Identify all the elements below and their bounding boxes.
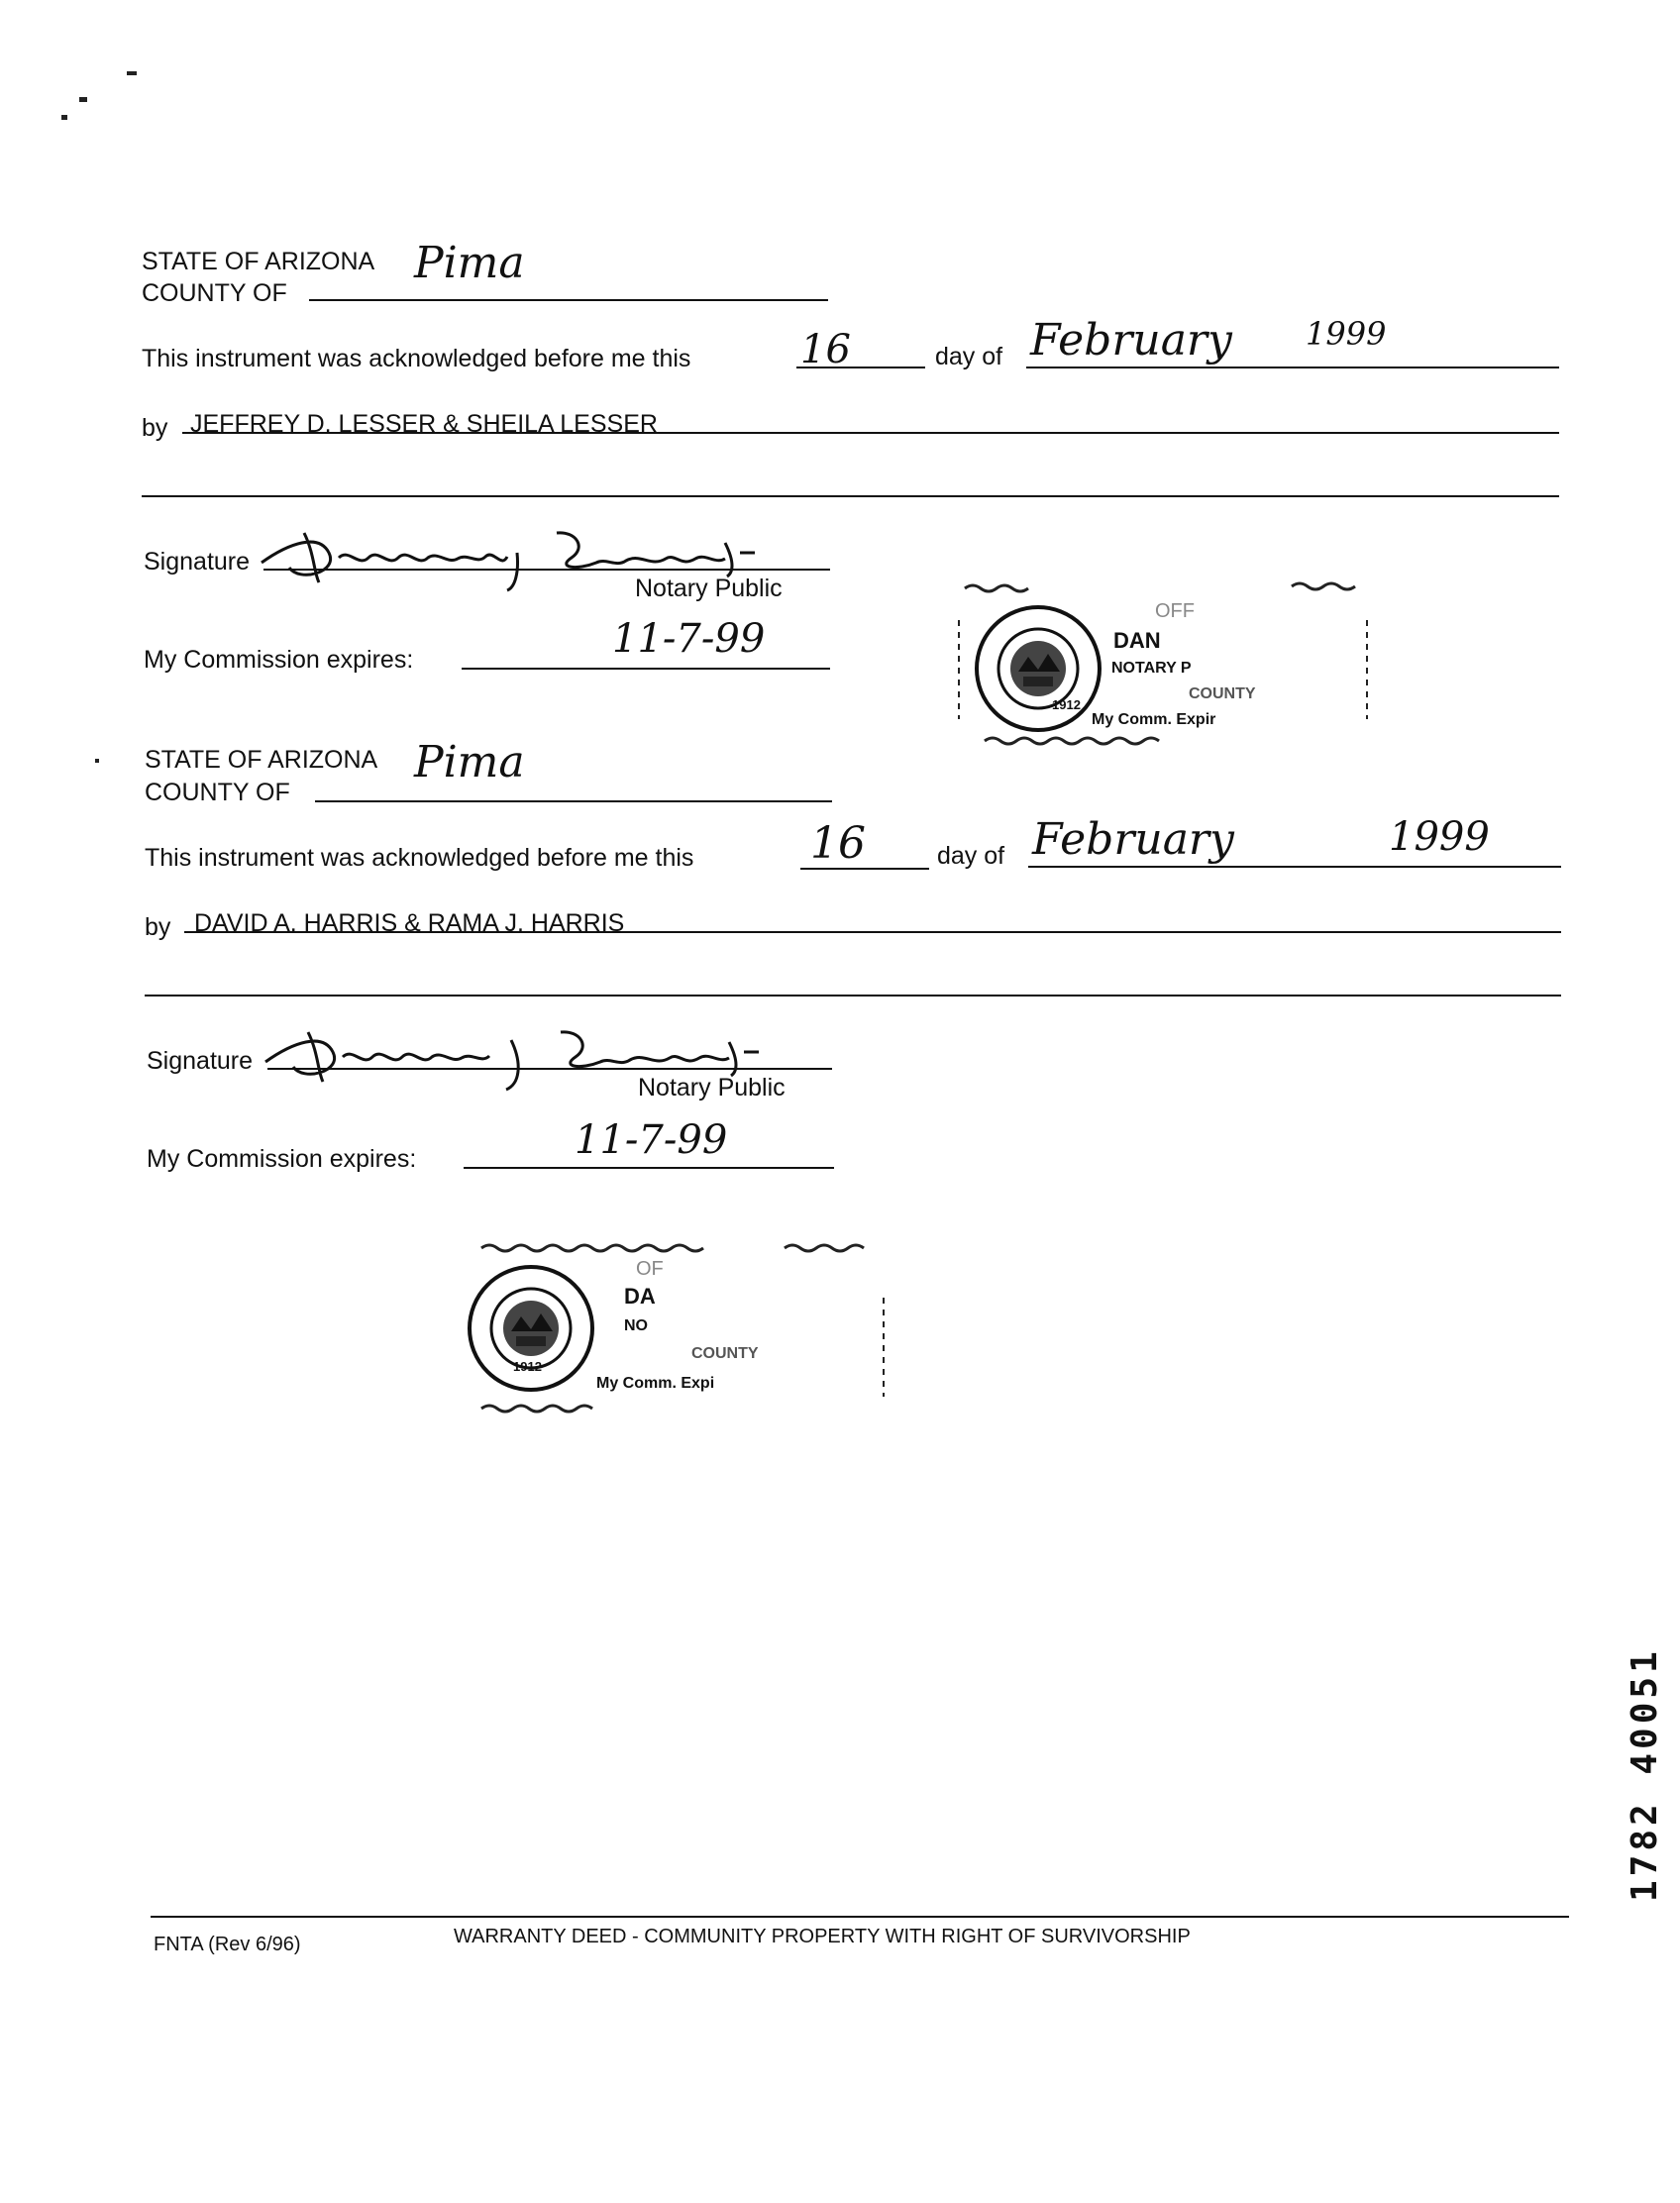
commission-underline — [464, 1167, 834, 1169]
month-handwritten: February — [1030, 315, 1232, 366]
day-handwritten: 16 — [800, 327, 851, 372]
stamp-line-3: NOTARY P — [1111, 660, 1192, 677]
by-underline — [182, 432, 1559, 434]
year-handwritten: 1999 — [1306, 315, 1387, 353]
commission-label: My Commission expires: — [147, 1145, 417, 1173]
footer-rule — [151, 1916, 1569, 1918]
stamp-line-5: My Comm. Expir — [1092, 711, 1216, 728]
stray-mark — [61, 115, 67, 120]
stamp-line-2: DA — [624, 1284, 656, 1309]
notary-stamp-2 — [458, 1238, 893, 1416]
stamp-line-3: NO — [624, 1317, 648, 1334]
month-handwritten: February — [1032, 814, 1234, 865]
state-seal-icon — [969, 602, 1107, 735]
county-label: COUNTY OF — [145, 779, 290, 806]
by-label: by — [145, 913, 171, 941]
notary-public-label: Notary Public — [638, 1074, 786, 1102]
stamp-line-2: DAN — [1113, 628, 1161, 653]
stray-mark — [95, 759, 99, 763]
notary-stamp-1 — [955, 580, 1375, 749]
seal-year: 1912 — [513, 1359, 542, 1374]
stray-mark — [79, 97, 87, 102]
month-underline — [1028, 866, 1561, 868]
document-title: WARRANTY DEED - COMMUNITY PROPERTY WITH RIGHT OF SURVIVORSHIP — [454, 1926, 1191, 1947]
signature-label: Signature — [147, 1047, 254, 1075]
by-label: by — [142, 414, 168, 442]
state-seal-icon — [462, 1262, 600, 1395]
notary-public-label: Notary Public — [635, 575, 783, 602]
county-underline — [315, 800, 832, 802]
seal-year: 1912 — [1052, 697, 1081, 712]
by-underline — [184, 931, 1561, 933]
stamp-line-4: COUNTY — [1189, 685, 1256, 702]
acknowledged-text: This instrument was acknowledged before me this — [142, 345, 691, 372]
acknowledged-text: This instrument was acknowledged before me this — [145, 844, 694, 872]
county-label: COUNTY OF — [142, 279, 287, 307]
commission-handwritten: 11-7-99 — [612, 616, 766, 662]
day-of-label: day of — [937, 842, 1005, 870]
blank-line — [142, 495, 1559, 497]
commission-underline — [462, 668, 830, 670]
form-code: FNTA (Rev 6/96) — [154, 1934, 301, 1955]
acknowledging-parties: JEFFREY D. LESSER & SHEILA LESSER — [190, 410, 658, 438]
state-label: STATE OF ARIZONA — [145, 746, 378, 774]
county-handwritten: Pima — [414, 737, 525, 787]
day-handwritten: 16 — [810, 818, 866, 869]
signature-label: Signature — [144, 548, 251, 576]
commission-handwritten: 11-7-99 — [575, 1117, 728, 1163]
stray-mark — [127, 71, 137, 75]
year-handwritten: 1999 — [1389, 814, 1490, 860]
stamp-line-5: My Comm. Expi — [596, 1375, 715, 1392]
acknowledging-parties: DAVID A. HARRIS & RAMA J. HARRIS — [194, 909, 625, 937]
state-label: STATE OF ARIZONA — [142, 248, 375, 275]
stamp-line-1: OFF — [1155, 600, 1195, 622]
county-handwritten: Pima — [414, 238, 525, 288]
stamp-line-1: OF — [636, 1258, 664, 1280]
month-underline — [1026, 367, 1559, 368]
commission-label: My Commission expires: — [144, 646, 414, 674]
side-document-number: 1782 40051 — [1625, 1647, 1665, 1902]
county-underline — [309, 299, 828, 301]
blank-line — [145, 995, 1561, 997]
stamp-line-4: COUNTY — [691, 1345, 759, 1362]
day-of-label: day of — [935, 343, 1003, 370]
